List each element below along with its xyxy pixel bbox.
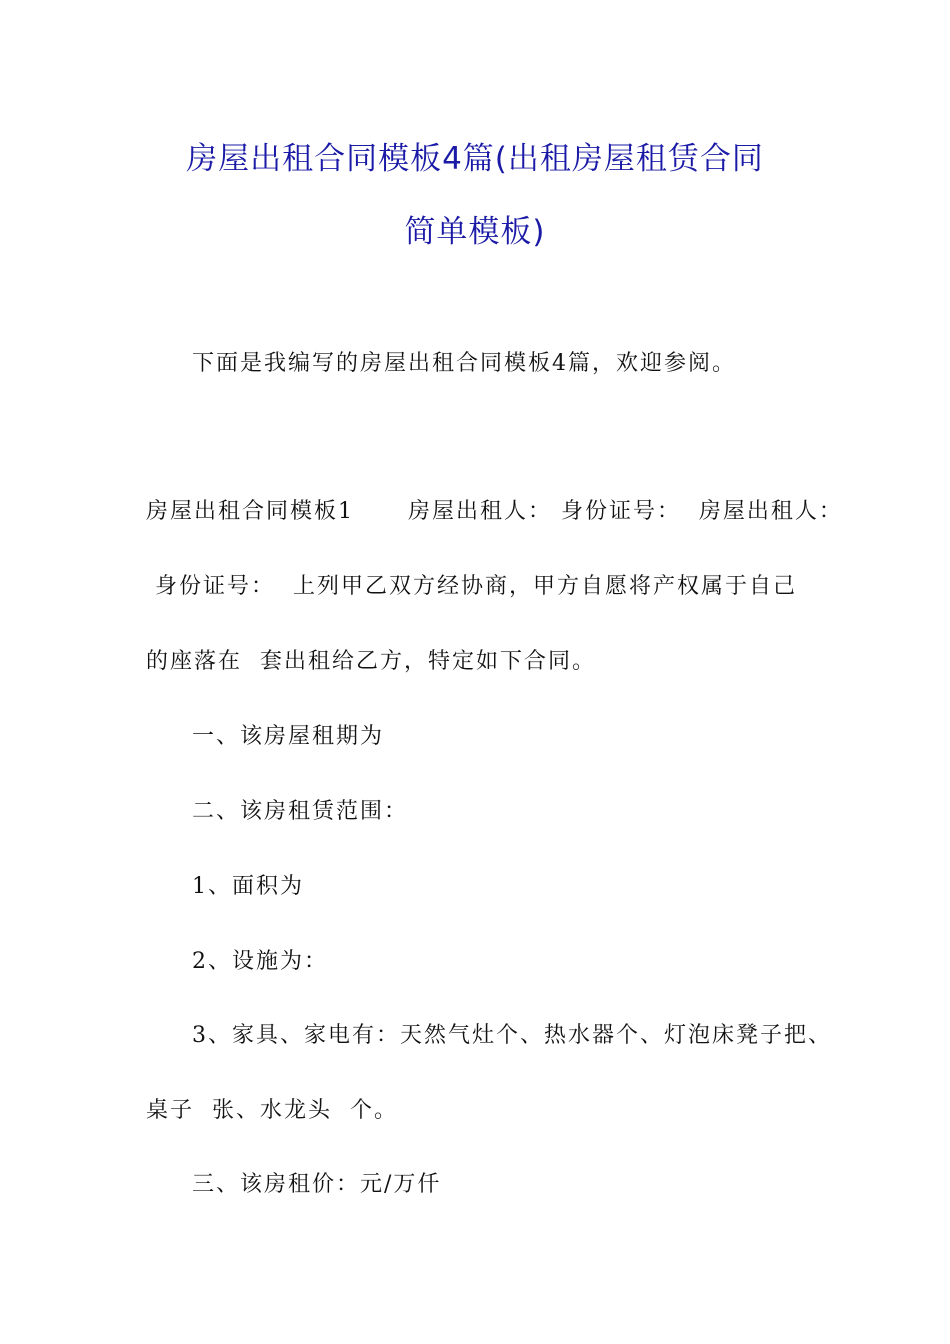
clause-two-item-1: 1、面积为: [192, 874, 304, 899]
intro-paragraph: 下面是我编写的房屋出租合同模板4篇，欢迎参阅。: [192, 351, 736, 376]
document-title-line-1: 房屋出租合同模板4篇(出租房屋租赁合同: [186, 141, 764, 177]
clause-three: 三、该房租价：元/万仟: [192, 1172, 442, 1197]
document-title-line-2: 简单模板): [404, 214, 546, 250]
contract-paragraph-line-1: 房屋出租合同模板1 房屋出租人： 身份证号： 房屋出租人：: [146, 499, 843, 524]
clause-one: 一、该房屋租期为: [192, 724, 385, 749]
contract-paragraph-line-3: 的座落在 套出租给乙方，特定如下合同。: [146, 649, 596, 674]
clause-two: 二、该房租赁范围：: [192, 799, 409, 824]
clause-two-item-2: 2、设施为：: [192, 949, 328, 974]
clause-two-item-3-line-1: 3、家具、家电有：天然气灶个、热水器个、灯泡床凳子把、: [192, 1023, 832, 1048]
clause-two-item-3-line-2: 桌子 张、水龙头 个。: [146, 1098, 398, 1123]
contract-paragraph-line-2: 身份证号： 上列甲乙双方经协商，甲方自愿将产权属于自己: [146, 574, 797, 599]
